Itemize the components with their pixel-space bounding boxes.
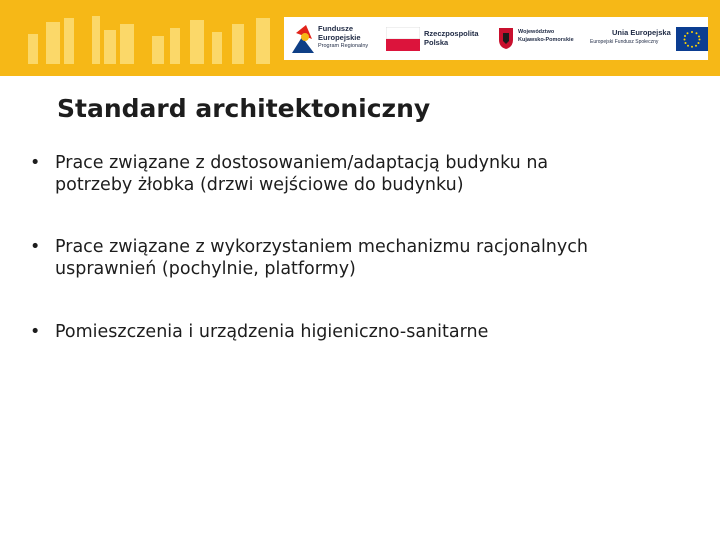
fe-line2: Europejskie bbox=[318, 33, 361, 42]
logo-unia-europejska bbox=[590, 17, 708, 60]
wkp-line1: Województwo bbox=[518, 29, 555, 35]
banner-decoration bbox=[190, 20, 204, 64]
banner-decoration bbox=[64, 18, 74, 64]
bullet-line: Pomieszczenia i urządzenia higieniczno-sanitarne bbox=[55, 322, 489, 342]
slide-title: Standard architektoniczny bbox=[57, 94, 431, 123]
logo-strip bbox=[284, 17, 708, 60]
banner-decoration bbox=[152, 36, 164, 64]
logo-fundusze-europejskie bbox=[290, 17, 380, 60]
banner-decoration bbox=[256, 18, 270, 64]
fe-line3: Program Regionalny bbox=[318, 43, 369, 49]
banner-decoration bbox=[28, 34, 38, 64]
banner-decoration bbox=[92, 16, 100, 64]
banner-decoration bbox=[212, 32, 222, 64]
bullet-marker: • bbox=[30, 237, 41, 257]
wkp-line2: Kujawsko-Pomorskie bbox=[518, 37, 574, 43]
bullet-line: Prace związane z wykorzystaniem mechanizmu racjonalnych bbox=[55, 237, 588, 257]
bullet-marker: • bbox=[30, 153, 41, 173]
bullet-item bbox=[30, 236, 700, 280]
logo-wojewodztwo bbox=[496, 17, 586, 60]
banner-decoration bbox=[120, 24, 134, 64]
ue-line2: Europejski Fundusz Społeczny bbox=[590, 39, 659, 45]
bullet-line: Prace związane z dostosowaniem/adaptacją budynku na bbox=[55, 153, 549, 173]
bullet-line: potrzeby żłobka (drzwi wejściowe do budynku) bbox=[55, 175, 464, 195]
bullet-text bbox=[55, 152, 700, 196]
polish-flag-icon bbox=[386, 27, 420, 51]
rp-line2: Polska bbox=[424, 38, 449, 47]
rp-line1: Rzeczpospolita bbox=[424, 29, 479, 38]
fe-line1: Fundusze bbox=[318, 24, 353, 33]
bullet-line: usprawnień (pochylnie, platformy) bbox=[55, 259, 356, 279]
ue-line1: Unia Europejska bbox=[612, 28, 671, 37]
bullet-marker: • bbox=[30, 322, 41, 342]
banner-decoration bbox=[170, 28, 180, 64]
banner-decoration bbox=[104, 30, 116, 64]
header-banner bbox=[0, 0, 720, 76]
eu-flag-icon bbox=[676, 27, 708, 51]
banner-decoration bbox=[46, 22, 60, 64]
european-funds-star-icon bbox=[292, 25, 314, 53]
bullet-text bbox=[55, 321, 700, 343]
bullet-text bbox=[55, 236, 700, 280]
bullet-item bbox=[30, 321, 700, 343]
bullet-item bbox=[30, 152, 700, 196]
logo-rzeczpospolita-polska bbox=[384, 17, 489, 60]
voivodeship-coat-of-arms-icon bbox=[498, 26, 514, 50]
banner-decoration bbox=[232, 24, 244, 64]
